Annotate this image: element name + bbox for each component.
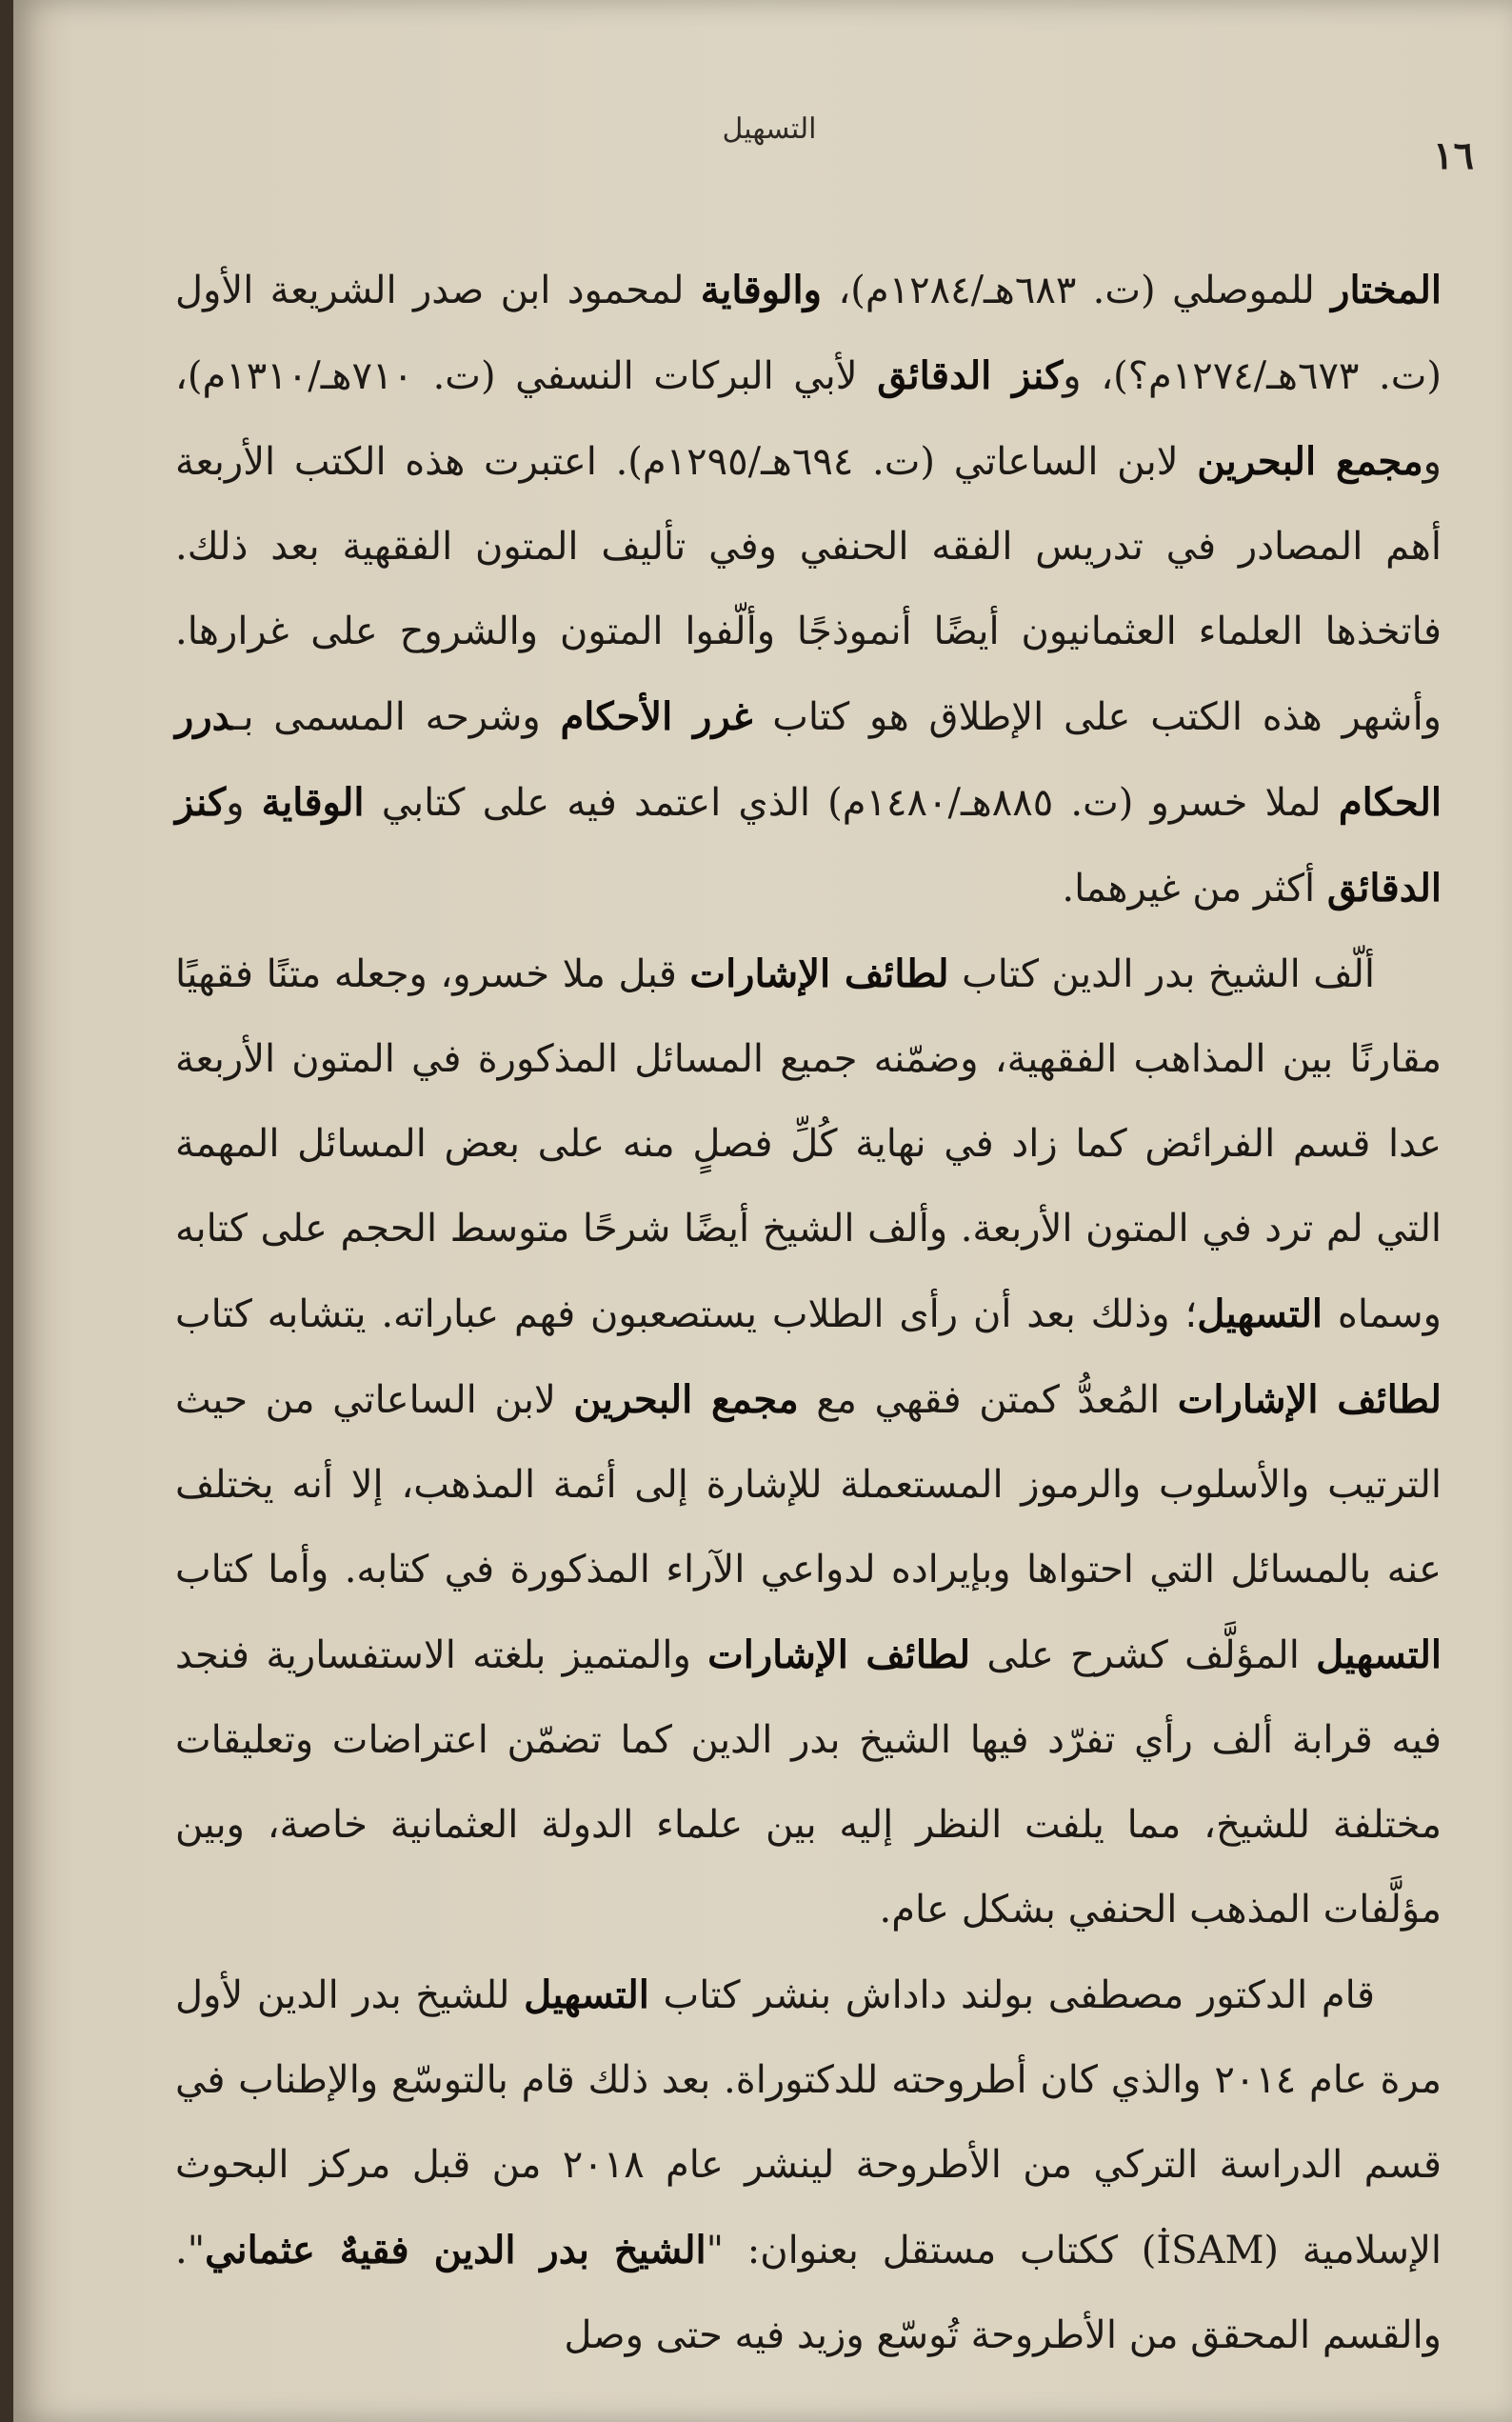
bold-term: غرر الأحكام [560, 694, 753, 739]
text-run: للموصلي (ت. ٦٨٣هـ/١٢٨٤م)، [821, 269, 1332, 312]
bold-term: التسهيل [1197, 1291, 1323, 1336]
book-page [13, 0, 1512, 2422]
text-run: و [226, 781, 262, 825]
bold-term: مجمع البحرين [1197, 439, 1423, 484]
text-run: لابن الساعاتي (ت. ٦٩٤هـ/١٢٩٥م). اعتبرت هذه الكتب الأربعة أهم المصادر في تدريس الفقه الحنفي وفي تأليف المتون الفقهية بعد ذلك. فاتخذها العلماء العثمانيون أيضًا أنموذجًا وألّفوا المتون والشروح على غرارها. وأشهر هذه الكتب على الإطلاق هو كتاب [175, 440, 1442, 739]
text-run: ألّف الشيخ بدر الدين كتاب [948, 952, 1376, 996]
text-run: للشيخ بدر الدين لأول مرة عام ٢٠١٤ والذي كان أطروحته للدكتوراة. بعد ذلك قام بالتوسّع والإطناب في قسم الدراسة التركي من الأطروحة لينشر عام ٢٠١٨ من قبل مركز البحوث الإسلامية (İSAM) ككتاب مستقل بعنوان: " [175, 1973, 1442, 2272]
text-run: لمحمود ابن صدر الشريعة الأول (ت. ٦٧٣هـ/١٢٧٤م؟)، و [175, 269, 1442, 398]
bold-term: لطائف الإشارات [1177, 1377, 1442, 1422]
text-run: وشرحه المسمى بـ [231, 695, 561, 739]
text-run: والمتميز بلغته الاستفسارية فنجد فيه قرابة ألف رأي تفرّد فيها الشيخ بدر الدين كما تضمّن اعتراضات وتعليقات مختلفة للشيخ، مما يلفت النظر إليه بين علماء الدولة العثمانية خاصة، وبين مؤلَّفات المذهب الحنفي بشكل عام. [175, 1633, 1442, 1932]
paragraph-1 [175, 248, 1442, 931]
bold-term: الشيخ بدر الدين فقيهٌ عثماني [205, 2228, 706, 2272]
bold-term: لطائف الإشارات [707, 1632, 971, 1677]
bold-term: المختار [1331, 268, 1442, 312]
bold-term: التسهيل [1316, 1632, 1442, 1677]
bold-term: الوقاية [261, 780, 365, 825]
text-run: المؤلَّف كشرح على [970, 1633, 1317, 1677]
text-run: ". والقسم المحقق من الأطروحة تُوسّع وزيد فيه حتى وصل [175, 2229, 1442, 2357]
text-run: المُعدُّ كمتن فقهي مع [798, 1378, 1178, 1422]
bold-term: مجمع البحرين [573, 1377, 799, 1422]
body-text [175, 248, 1442, 2378]
bold-term: لطائف الإشارات [689, 951, 949, 996]
text-run: قام الدكتور مصطفى بولند داداش بنشر كتاب [648, 1973, 1375, 2017]
bold-term: التسهيل [524, 1972, 649, 2017]
paragraph-2 [175, 931, 1442, 1952]
text-run: لابن الساعاتي من حيث الترتيب والأسلوب والرموز المستعملة للإشارة إلى أئمة المذهب، إلا أنه يختلف عنه بالمسائل التي احتواها وبإيراده لدواعي الآراء المذكورة في كتابه. وأما كتاب [175, 1378, 1442, 1591]
page-number: ١٦ [1433, 133, 1474, 178]
running-title: التسهيل [722, 112, 817, 146]
text-run: قبل ملا خسرو، وجعله متنًا فقهيًا مقارنًا بين المذاهب الفقهية، وضمّنه جميع المسائل المذكورة في المتون الأربعة عدا قسم الفرائض كما زاد في نهاية كُلِّ فصلٍ منه على بعض المسائل المهمة التي لم ترد في المتون الأربعة. وألف الشيخ أيضًا شرحًا متوسط الحجم على كتابه وسماه [175, 952, 1442, 1336]
bold-term: درر الحكام [175, 694, 1442, 825]
text-run: ؛ وذلك بعد أن رأى الطلاب يستصعبون فهم عباراته. يتشابه كتاب [175, 1292, 1198, 1336]
bold-term: والوقاية [700, 268, 822, 312]
bold-term: كنز الدقائق [175, 780, 1442, 911]
text-run: لأبي البركات النسفي (ت. ٧١٠هـ/١٣١٠م)، و [175, 354, 1442, 484]
text-run: لملا خسرو (ت. ٨٨٥هـ/١٤٨٠م) الذي اعتمد فيه على كتابي [364, 781, 1339, 825]
bold-term: كنز الدقائق [877, 353, 1064, 398]
text-run: أكثر من غيرهما. [1062, 867, 1327, 911]
paragraph-3 [175, 1952, 1442, 2378]
